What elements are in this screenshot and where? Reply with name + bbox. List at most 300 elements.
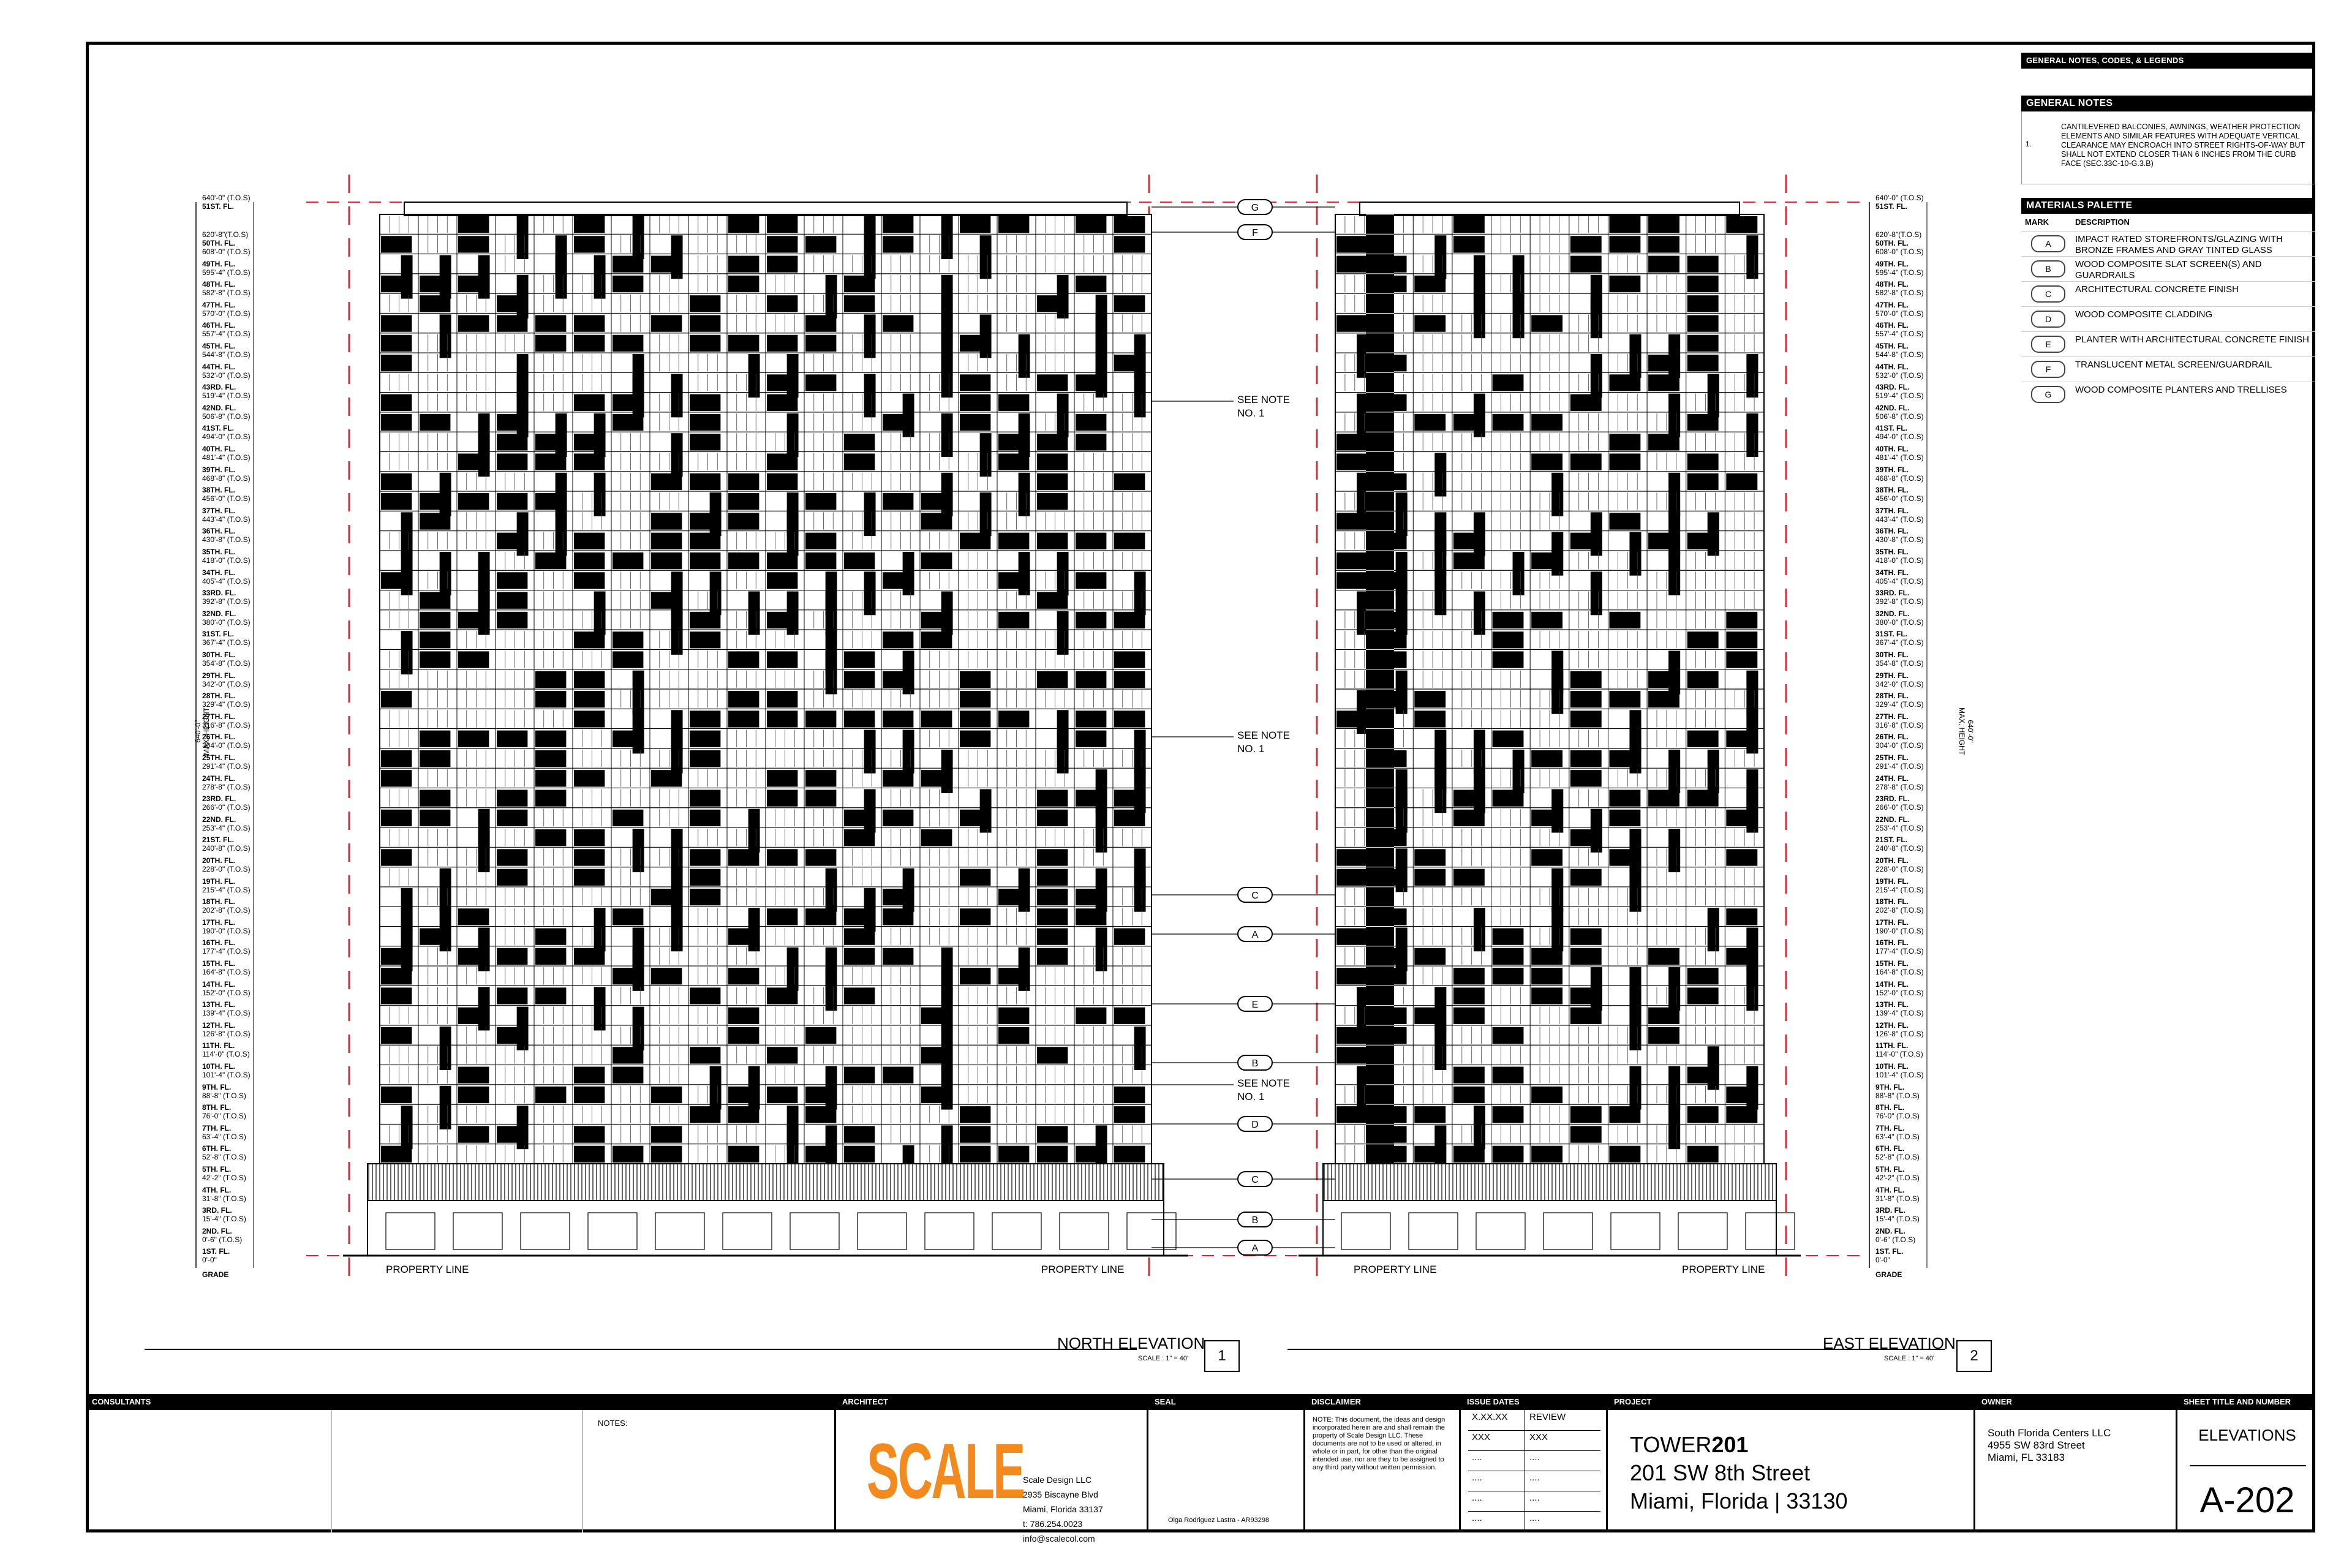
- dark-panel: [1336, 315, 1368, 331]
- dark-panel: [535, 493, 566, 510]
- dark-panel: [1076, 731, 1106, 747]
- east-elevation: [1298, 202, 1801, 1256]
- dark-panel: [998, 434, 1029, 450]
- dark-panel: [690, 810, 720, 826]
- dark-fin: [556, 512, 567, 556]
- dark-panel: [960, 414, 990, 431]
- dark-fin: [594, 908, 606, 951]
- podium-screen: [1323, 1164, 1776, 1200]
- dark-panel: [998, 394, 1029, 411]
- dark-panel: [1336, 849, 1368, 865]
- col-mark: MARK: [2025, 217, 2049, 227]
- dark-fin: [671, 374, 683, 417]
- dark-fin: [594, 473, 606, 516]
- dark-fin: [440, 869, 451, 912]
- dark-fin: [1057, 730, 1069, 774]
- dark-panel: [381, 968, 412, 984]
- dark-panel: [844, 276, 875, 292]
- dark-fin: [864, 730, 876, 774]
- dark-panel: [998, 968, 1029, 984]
- dark-panel: [767, 572, 797, 589]
- legend-header: GENERAL NOTES, CODES, & LEGENDS: [2021, 53, 2315, 69]
- dark-panel: [1570, 869, 1602, 886]
- dark-panel: [1336, 929, 1368, 945]
- dark-panel: [574, 671, 605, 688]
- dark-panel: [1493, 968, 1524, 984]
- dark-panel: [458, 1087, 489, 1103]
- dark-panel: [1037, 790, 1068, 806]
- dark-panel: [612, 810, 643, 826]
- dark-fin: [633, 829, 644, 872]
- dark-panel: [1114, 810, 1145, 826]
- dark-panel: [1414, 710, 1446, 727]
- dark-panel: [690, 295, 720, 312]
- dark-panel: [960, 869, 990, 886]
- dark-panel: [1076, 790, 1106, 806]
- dark-panel: [574, 710, 605, 727]
- dark-fin: [1746, 967, 1758, 1011]
- dark-panel: [535, 829, 566, 846]
- dark-fin: [1434, 1027, 1446, 1070]
- dark-panel: [1453, 1087, 1485, 1103]
- dark-panel: [381, 849, 412, 865]
- dark-panel: [1570, 929, 1602, 945]
- dark-panel: [1726, 1106, 1757, 1123]
- dark-panel: [805, 849, 836, 865]
- dark-panel: [1414, 1106, 1446, 1123]
- dark-panel: [1609, 810, 1640, 826]
- dark-panel: [1114, 533, 1145, 549]
- dark-panel: [1570, 829, 1602, 846]
- dark-panel: [535, 750, 566, 767]
- dark-panel: [1076, 671, 1106, 688]
- material-desc: WOOD COMPOSITE SLAT SCREEN(S) AND GUARDRAILS: [2075, 259, 2262, 281]
- dark-panel: [883, 631, 913, 648]
- dark-panel: [690, 335, 720, 352]
- dark-fin: [1434, 532, 1446, 576]
- dark-fin: [1474, 730, 1485, 774]
- dark-panel: [1687, 987, 1719, 1004]
- dark-fin: [787, 1125, 799, 1169]
- dark-panel: [458, 948, 489, 965]
- dark-panel: [728, 1027, 759, 1044]
- dark-panel: [1076, 710, 1106, 727]
- dark-panel: [497, 731, 527, 747]
- dark-panel: [497, 1126, 527, 1142]
- dark-panel: [1076, 216, 1106, 233]
- dark-panel: [574, 335, 605, 352]
- dark-panel: [1687, 295, 1719, 312]
- dark-panel: [458, 731, 489, 747]
- dark-panel: [574, 770, 605, 786]
- dark-panel: [1687, 454, 1719, 470]
- dark-panel: [651, 1146, 682, 1163]
- dark-fin: [980, 235, 992, 279]
- dark-panel: [612, 968, 643, 984]
- dark-panel: [1453, 987, 1485, 1004]
- dark-fin: [864, 374, 876, 417]
- dark-fin: [671, 829, 683, 872]
- dark-panel: [1493, 631, 1524, 648]
- dark-panel: [612, 335, 643, 352]
- dark-fin: [1396, 789, 1408, 832]
- dark-panel: [998, 889, 1029, 905]
- dark-panel: [1726, 1087, 1757, 1103]
- dark-panel: [960, 533, 990, 549]
- dark-fin: [1019, 473, 1030, 516]
- dark-panel: [420, 810, 450, 826]
- dark-panel: [883, 572, 913, 589]
- dark-panel: [883, 493, 913, 510]
- dark-panel: [728, 651, 759, 668]
- dark-panel: [574, 434, 605, 450]
- dark-panel: [1336, 968, 1368, 984]
- dark-panel: [921, 493, 952, 510]
- dark-fin: [1708, 750, 1719, 793]
- dark-panel: [1336, 1047, 1368, 1063]
- dark-panel: [1037, 889, 1068, 905]
- dark-panel: [381, 394, 412, 411]
- dark-panel: [1648, 533, 1679, 549]
- dark-panel: [767, 1087, 797, 1103]
- col-desc: DESCRIPTION: [2075, 217, 2130, 227]
- dark-fin: [1474, 908, 1485, 951]
- dark-panel: [1336, 256, 1368, 273]
- dark-panel: [1114, 710, 1145, 727]
- dark-fin: [1668, 473, 1680, 516]
- dark-panel: [458, 651, 489, 668]
- dark-panel: [883, 770, 913, 786]
- dark-panel: [844, 929, 875, 945]
- material-desc: IMPACT RATED STOREFRONTS/GLAZING WITH BRONZE FRAMES AND GRAY TINTED GLASS: [2075, 234, 2283, 255]
- dark-panel: [805, 710, 836, 727]
- dark-panel: [497, 612, 527, 628]
- dark-panel: [1336, 552, 1368, 569]
- dark-panel: [381, 276, 412, 292]
- dark-panel: [1648, 1008, 1679, 1024]
- dark-panel: [767, 651, 797, 668]
- dark-panel: [1493, 731, 1524, 747]
- dark-panel: [1648, 256, 1679, 273]
- dark-panel: [574, 869, 605, 886]
- dark-panel: [1648, 434, 1679, 450]
- dark-panel: [381, 987, 412, 1004]
- dark-panel: [767, 236, 797, 252]
- dark-panel: [998, 1027, 1029, 1044]
- dark-panel: [1076, 1146, 1106, 1163]
- dark-panel: [767, 770, 797, 786]
- dark-fin: [1551, 473, 1563, 516]
- dark-panel: [883, 216, 913, 233]
- dark-fin: [1668, 750, 1680, 793]
- dark-panel: [805, 1087, 836, 1103]
- dark-panel: [805, 493, 836, 510]
- dark-panel: [1414, 276, 1446, 292]
- dark-panel: [1570, 533, 1602, 549]
- dark-panel: [1609, 434, 1640, 450]
- dark-panel: [805, 552, 836, 569]
- dark-panel: [1336, 434, 1368, 450]
- dark-panel: [1037, 671, 1068, 688]
- dark-panel: [921, 552, 952, 569]
- dark-panel: [921, 710, 952, 727]
- dark-panel: [883, 671, 913, 688]
- material-mark: G: [2031, 386, 2065, 403]
- dark-panel: [1570, 454, 1602, 470]
- dark-panel: [844, 434, 875, 450]
- dark-panel: [497, 533, 527, 549]
- dark-panel: [1687, 968, 1719, 984]
- dark-panel: [1609, 374, 1640, 391]
- dark-fin: [1134, 730, 1146, 774]
- dark-panel: [805, 374, 836, 391]
- dark-panel: [690, 869, 720, 886]
- dark-fin: [1668, 829, 1680, 872]
- dark-fin: [1629, 334, 1641, 378]
- dark-panel: [612, 1047, 643, 1063]
- dark-panel: [805, 1027, 836, 1044]
- dark-panel: [1570, 256, 1602, 273]
- dark-panel: [998, 572, 1029, 589]
- dark-panel: [1114, 1087, 1145, 1103]
- dark-fin: [1434, 453, 1446, 497]
- dark-fin: [864, 571, 876, 615]
- material-desc: TRANSLUCENT METAL SCREEN/GUARDRAIL: [2075, 360, 2272, 370]
- dark-panel: [651, 473, 682, 490]
- dark-fin: [517, 216, 529, 259]
- dark-panel: [1037, 810, 1068, 826]
- dark-panel: [574, 1126, 605, 1142]
- dark-fin: [671, 611, 683, 655]
- dark-panel: [574, 572, 605, 589]
- dark-panel: [381, 948, 412, 965]
- dark-panel: [381, 315, 412, 331]
- dark-fin: [440, 1086, 451, 1129]
- dark-panel: [998, 1146, 1029, 1163]
- dark-panel: [1076, 572, 1106, 589]
- dark-panel: [574, 236, 605, 252]
- dark-panel: [420, 493, 450, 510]
- dark-fin: [1668, 967, 1680, 1011]
- dark-panel: [1609, 236, 1640, 252]
- dark-panel: [1726, 948, 1757, 965]
- dark-fin: [1551, 908, 1563, 951]
- dark-panel: [574, 948, 605, 965]
- dark-panel: [1414, 849, 1446, 865]
- dark-fin: [440, 1027, 451, 1070]
- dark-panel: [1114, 355, 1145, 371]
- dark-panel: [1687, 315, 1719, 331]
- dark-panel: [728, 335, 759, 352]
- dark-panel: [1726, 216, 1757, 233]
- dark-panel: [1726, 908, 1757, 925]
- dark-panel: [1687, 1067, 1719, 1084]
- dark-panel: [767, 1047, 797, 1063]
- dark-fin: [1513, 295, 1525, 338]
- north-elevation: [343, 202, 1188, 1256]
- dark-panel: [1531, 968, 1562, 984]
- dark-panel: [1414, 691, 1446, 707]
- materials-title: MATERIALS PALETTE: [2021, 198, 2315, 214]
- material-mark: B: [2031, 260, 2065, 277]
- dark-panel: [690, 987, 720, 1004]
- dark-panel: [960, 216, 990, 233]
- dark-panel: [497, 454, 527, 470]
- dark-panel: [574, 216, 605, 233]
- dark-fin: [1096, 809, 1107, 853]
- dark-fin: [1096, 928, 1107, 971]
- dark-panel: [574, 1067, 605, 1084]
- dark-panel: [651, 1126, 682, 1142]
- dark-panel: [381, 1087, 412, 1103]
- dark-panel: [1609, 216, 1640, 233]
- dark-panel: [1531, 849, 1562, 865]
- dark-panel: [921, 829, 952, 846]
- dark-panel: [1114, 671, 1145, 688]
- dark-panel: [458, 454, 489, 470]
- dark-panel: [574, 829, 605, 846]
- dark-panel: [1114, 473, 1145, 490]
- dark-panel: [1037, 849, 1068, 865]
- dark-panel: [458, 612, 489, 628]
- dark-panel: [805, 533, 836, 549]
- dark-fin: [1668, 394, 1680, 437]
- dark-panel: [805, 908, 836, 925]
- dark-panel: [1037, 869, 1068, 886]
- dark-panel: [381, 1027, 412, 1044]
- dark-panel: [844, 829, 875, 846]
- dark-fin: [633, 216, 644, 259]
- dark-panel: [420, 592, 450, 609]
- dark-panel: [420, 750, 450, 767]
- dark-panel: [535, 948, 566, 965]
- dark-panel: [1336, 1106, 1368, 1123]
- dark-panel: [883, 315, 913, 331]
- dark-panel: [998, 216, 1029, 233]
- dark-panel: [844, 710, 875, 727]
- dark-panel: [690, 731, 720, 747]
- dark-panel: [612, 1146, 643, 1163]
- dark-panel: [1687, 731, 1719, 747]
- dark-panel: [921, 1047, 952, 1063]
- dark-panel: [1687, 473, 1719, 490]
- dark-panel: [1414, 869, 1446, 886]
- dark-panel: [497, 493, 527, 510]
- dark-panel: [1531, 552, 1562, 569]
- dark-panel: [767, 987, 797, 1004]
- dark-panel: [1726, 631, 1757, 648]
- dark-fin: [826, 650, 837, 694]
- dark-panel: [497, 790, 527, 806]
- dark-panel: [767, 790, 797, 806]
- dark-panel: [497, 948, 527, 965]
- dark-panel: [1609, 513, 1640, 529]
- dark-panel: [728, 1008, 759, 1024]
- dark-panel: [728, 493, 759, 510]
- dark-fin: [941, 1125, 953, 1169]
- dark-panel: [381, 493, 412, 510]
- dark-panel: [1114, 295, 1145, 312]
- dark-panel: [767, 849, 797, 865]
- dark-panel: [535, 315, 566, 331]
- dark-panel: [1114, 236, 1145, 252]
- dark-panel: [805, 790, 836, 806]
- material-mark: E: [2031, 336, 2065, 353]
- dark-fin: [1708, 374, 1719, 417]
- dark-panel: [1493, 1067, 1524, 1084]
- dark-panel: [844, 1126, 875, 1142]
- dark-panel: [1648, 691, 1679, 707]
- dark-panel: [381, 770, 412, 786]
- dark-panel: [1570, 691, 1602, 707]
- dark-panel: [1609, 1106, 1640, 1123]
- dark-panel: [420, 276, 450, 292]
- dark-panel: [1493, 929, 1524, 945]
- dark-panel: [612, 631, 643, 648]
- dark-fin: [401, 512, 413, 556]
- dark-panel: [497, 1027, 527, 1044]
- dark-panel: [960, 1106, 990, 1123]
- dark-panel: [651, 533, 682, 549]
- dark-panel: [805, 1106, 836, 1123]
- dark-panel: [1609, 750, 1640, 767]
- dark-panel: [767, 256, 797, 273]
- dark-panel: [651, 770, 682, 786]
- dark-fin: [787, 948, 799, 991]
- dark-panel: [1609, 454, 1640, 470]
- dark-panel: [960, 1126, 990, 1142]
- dark-panel: [690, 414, 720, 431]
- dark-panel: [767, 295, 797, 312]
- dark-panel: [960, 374, 990, 391]
- dark-panel: [728, 710, 759, 727]
- material-desc: ARCHITECTURAL CONCRETE FINISH: [2075, 284, 2239, 295]
- dark-panel: [1336, 454, 1368, 470]
- dark-panel: [420, 651, 450, 668]
- dark-panel: [728, 691, 759, 707]
- dark-panel: [690, 710, 720, 727]
- dark-panel: [1531, 1146, 1562, 1163]
- dark-panel: [535, 335, 566, 352]
- dark-panel: [1076, 533, 1106, 549]
- dark-panel: [1609, 790, 1640, 806]
- dark-panel: [1114, 929, 1145, 945]
- roof-parapet: [404, 202, 1127, 216]
- dark-panel: [690, 434, 720, 450]
- dark-panel: [844, 987, 875, 1004]
- dark-fin: [787, 413, 799, 457]
- dark-fin: [1708, 908, 1719, 951]
- dark-fin: [1434, 235, 1446, 279]
- dark-panel: [1687, 671, 1719, 688]
- dark-fin: [826, 869, 837, 912]
- dark-panel: [420, 929, 450, 945]
- dark-panel: [1531, 612, 1562, 628]
- dark-panel: [1609, 276, 1640, 292]
- dark-panel: [381, 750, 412, 767]
- dark-panel: [497, 414, 527, 431]
- dark-fin: [941, 354, 953, 398]
- dark-panel: [612, 552, 643, 569]
- dark-panel: [458, 276, 489, 292]
- dark-panel: [1414, 948, 1446, 965]
- dark-panel: [1531, 1087, 1562, 1103]
- dark-panel: [381, 414, 412, 431]
- dark-panel: [690, 750, 720, 767]
- dark-fin: [1057, 552, 1069, 595]
- dark-panel: [1493, 1027, 1524, 1044]
- dark-fin: [1474, 592, 1485, 635]
